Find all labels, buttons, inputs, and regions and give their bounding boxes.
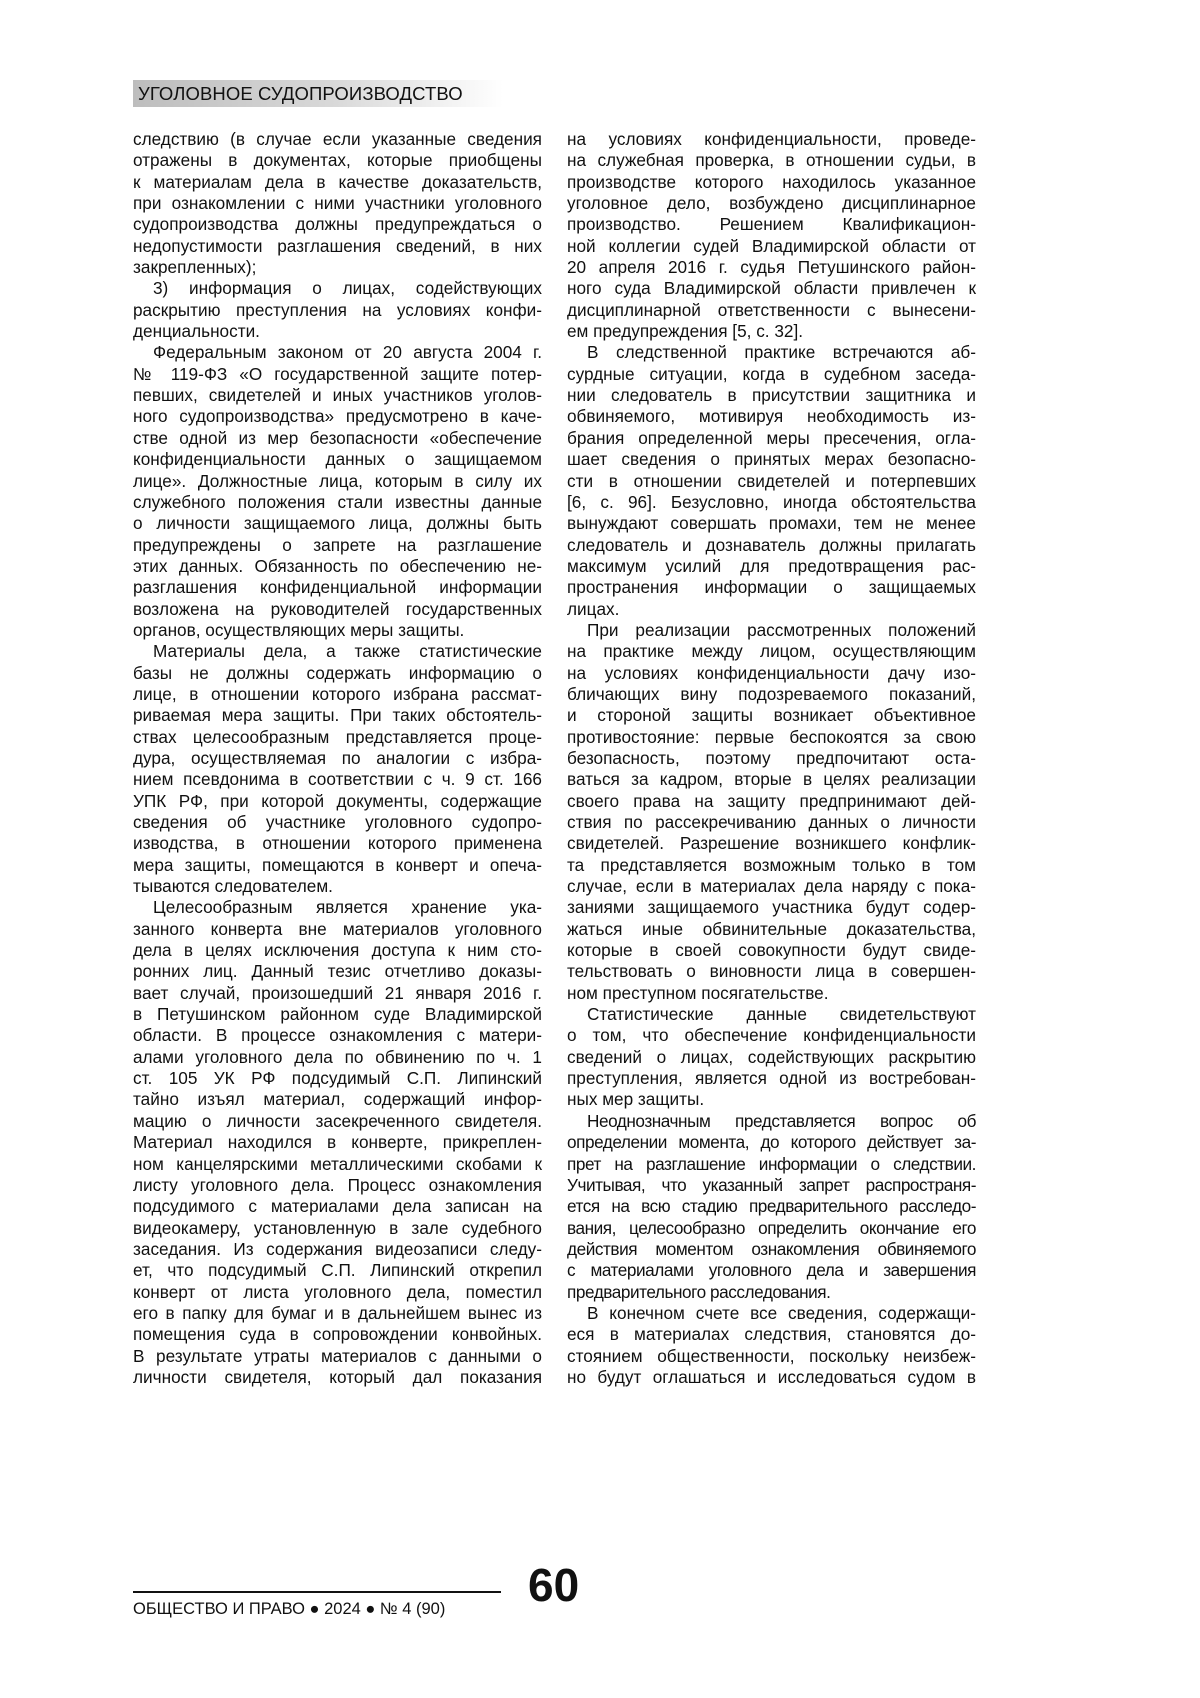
text-line: в Петушинском районном суде Владимирской xyxy=(133,1004,542,1025)
paragraph xyxy=(133,897,542,1388)
footer-divider xyxy=(133,1591,501,1593)
text-line: нии следователь в присутствии защитника и xyxy=(567,385,976,406)
text-line: ваться за кадром, вторые в целях реализации xyxy=(567,769,976,790)
text-line: обвиняемого, мотивируя необходимость из- xyxy=(567,406,976,427)
text-line: сти в отношении свидетелей и потерпевших xyxy=(567,471,976,492)
text-line: заседания. Из содержания видеозаписи следу- xyxy=(133,1239,542,1260)
text-line: мера защиты, помещаются в конверт и опеча- xyxy=(133,855,542,876)
text-line: дура, осуществляемая по аналогии с избра- xyxy=(133,748,542,769)
section-header xyxy=(133,80,503,107)
text-line: листу уголовного дела. Процесс ознакомления xyxy=(133,1175,542,1196)
text-line: [6, с. 96]. Безусловно, иногда обстоятельства xyxy=(567,492,976,513)
text-line: ронних лиц. Данный тезис отчетливо доказы- xyxy=(133,961,542,982)
text-line: свидетелей. Разрешение возникшего конфлик- xyxy=(567,833,976,854)
page-number: 60 xyxy=(528,1558,579,1612)
text-line: ст. 105 УК РФ подсудимый С.П. Липинский xyxy=(133,1068,542,1089)
right-column xyxy=(567,129,976,1388)
paragraph xyxy=(567,620,976,1004)
text-line: базы не должны содержать информацию о xyxy=(133,663,542,684)
text-line: отражены в документах, которые приобщены xyxy=(133,150,542,171)
text-line: занного конверта вне материалов уголовного xyxy=(133,919,542,940)
text-line: к материалам дела в качестве доказательств, xyxy=(133,172,542,193)
paragraph xyxy=(567,342,976,619)
text-line: стоянием общественности, поскольку неизбеж- xyxy=(567,1346,976,1367)
text-line: служебного положения стали известны данные xyxy=(133,492,542,513)
text-line: на условиях конфиденциальности, проведе- xyxy=(567,129,976,150)
paragraph xyxy=(567,1303,976,1388)
text-line: возложена на руководителей государственных xyxy=(133,599,542,620)
text-line: вынуждают совершать промахи, тем не менее xyxy=(567,513,976,534)
text-line: ных мер защиты. xyxy=(567,1089,976,1110)
text-line: стве одной из мер безопасности «обеспечение xyxy=(133,428,542,449)
text-line: случае, если в материалах дела наряду с пока- xyxy=(567,876,976,897)
text-line: тельствовать о виновности лица в совершен- xyxy=(567,961,976,982)
text-line: производство. Решением Квалификацион- xyxy=(567,214,976,235)
paragraph xyxy=(133,278,542,342)
text-line: ствах целесообразным представляется проце- xyxy=(133,727,542,748)
text-line: недопустимости разглашения сведений, в них xyxy=(133,236,542,257)
text-line: преступления, является одной из востребован- xyxy=(567,1068,976,1089)
text-line: этих данных. Обязанность по обеспечению не- xyxy=(133,556,542,577)
text-line: ет, что подсудимый С.П. Липинский открепил xyxy=(133,1260,542,1281)
text-line: лице». Должностные лица, которым в силу их xyxy=(133,471,542,492)
text-line: разглашения конфиденциальной информации xyxy=(133,577,542,598)
text-line: нием псевдонима в соответствии с ч. 9 ст. 166 xyxy=(133,769,542,790)
text-line: помещения суда в сопровождении конвойных. xyxy=(133,1324,542,1345)
text-line: при ознакомлении с ними участники уголовного xyxy=(133,193,542,214)
text-line: сведений о лицах, содействующих раскрытию xyxy=(567,1047,976,1068)
text-line: противостояние: первые беспокоятся за свою xyxy=(567,727,976,748)
text-line: еся в материалах следствия, становятся до- xyxy=(567,1324,976,1345)
text-line: денциальности. xyxy=(133,321,542,342)
text-line: тайно изъял материал, содержащий инфор- xyxy=(133,1089,542,1110)
journal-info: ОБЩЕСТВО И ПРАВО ● 2024 ● № 4 (90) xyxy=(133,1600,445,1619)
section-title: УГОЛОВНОЕ СУДОПРОИЗВОДСТВО xyxy=(138,83,463,105)
text-line: предварительного расследования. xyxy=(567,1282,976,1303)
text-line: певших, свидетелей и иных участников уголов- xyxy=(133,385,542,406)
text-line: В результате утраты материалов с данными о xyxy=(133,1346,542,1367)
text-line: определении момента, до которого действует за- xyxy=(567,1132,976,1153)
text-line: При реализации рассмотренных положений xyxy=(567,620,976,641)
text-line: № 119-ФЗ «О государственной защите потер- xyxy=(133,364,542,385)
text-line: действия моментом ознакомления обвиняемого xyxy=(567,1239,976,1260)
text-line: 20 апреля 2016 г. судья Петушинского район- xyxy=(567,257,976,278)
text-line: Целесообразным является хранение ука- xyxy=(133,897,542,918)
text-line: ной коллегии судей Владимирской области от xyxy=(567,236,976,257)
text-line: прет на разглашение информации о следствии. xyxy=(567,1154,976,1175)
text-line: ном преступном посягательстве. xyxy=(567,983,976,1004)
text-line: пространения информации о защищаемых xyxy=(567,577,976,598)
text-line: В следственной практике встречаются аб- xyxy=(567,342,976,363)
text-line: подсудимого с материалами дела записан на xyxy=(133,1196,542,1217)
text-line: конверт от листа уголовного дела, поместил xyxy=(133,1282,542,1303)
text-line: своего права на защиту предпринимают дей- xyxy=(567,791,976,812)
text-line: алами уголовного дела по обвинению по ч. 1 xyxy=(133,1047,542,1068)
text-line: органов, осуществляющих меры защиты. xyxy=(133,620,542,641)
text-line: ного суда Владимирской области привлечен к xyxy=(567,278,976,299)
text-line: вает случай, произошедший 21 января 2016 г. xyxy=(133,983,542,1004)
text-line: его в папку для бумаг и в дальнейшем вынес из xyxy=(133,1303,542,1324)
paragraph xyxy=(567,1004,976,1111)
text-line: дисциплинарной ответственности с вынесени- xyxy=(567,300,976,321)
text-line: Материал находился в конверте, прикреплен- xyxy=(133,1132,542,1153)
text-line: ствия по рассекречиванию данных о личности xyxy=(567,812,976,833)
text-line: брания определенной меры пресечения, огла- xyxy=(567,428,976,449)
paragraph xyxy=(133,641,542,897)
text-line: Неоднозначным представляется вопрос об xyxy=(567,1111,976,1132)
text-line: судопроизводства должны предупреждаться о xyxy=(133,214,542,235)
text-line: о том, что обеспечение конфиденциальности xyxy=(567,1025,976,1046)
text-line: производстве которого находилось указанное xyxy=(567,172,976,193)
text-line: максимум усилий для предотвращения рас- xyxy=(567,556,976,577)
text-line: В конечном счете все сведения, содержащи- xyxy=(567,1303,976,1324)
text-line: та представляется возможным только в том xyxy=(567,855,976,876)
text-line: области. В процессе ознакомления с матери- xyxy=(133,1025,542,1046)
text-line: но будут оглашаться и исследоваться судом в xyxy=(567,1367,976,1388)
text-line: уголовное дело, возбуждено дисциплинарное xyxy=(567,193,976,214)
text-line: 3) информация о лицах, содействующих xyxy=(133,278,542,299)
text-line: личности свидетеля, который дал показания xyxy=(133,1367,542,1388)
text-line: мацию о личности засекреченного свидетеля. xyxy=(133,1111,542,1132)
text-line: Статистические данные свидетельствуют xyxy=(567,1004,976,1025)
text-line: о личности защищаемого лица, должны быть xyxy=(133,513,542,534)
text-line: следователь и дознаватель должны прилагать xyxy=(567,535,976,556)
text-line: и стороной защиты возникает объективное xyxy=(567,705,976,726)
text-line: бличающих вину подозреваемого показаний, xyxy=(567,684,976,705)
text-line: видеокамеру, установленную в зале судебного xyxy=(133,1218,542,1239)
text-line: дела в целях исключения доступа к ним сто- xyxy=(133,940,542,961)
text-line: на практике между лицом, осуществляющим xyxy=(567,641,976,662)
text-line: Федеральным законом от 20 августа 2004 г. xyxy=(133,342,542,363)
text-line: тываются следователем. xyxy=(133,876,542,897)
text-line: изводства, в отношении которого применена xyxy=(133,833,542,854)
text-line: закрепленных); xyxy=(133,257,542,278)
text-line: ного судопроизводства» предусмотрено в каче- xyxy=(133,406,542,427)
text-line: заниями защищаемого участника будут содер- xyxy=(567,897,976,918)
text-line: на служебная проверка, в отношении судьи, в xyxy=(567,150,976,171)
text-line: на условиях конфиденциальности дачу изо- xyxy=(567,663,976,684)
text-line: лице, в отношении которого избрана рассмат- xyxy=(133,684,542,705)
paragraph xyxy=(567,129,976,342)
text-line: предупреждены о запрете на разглашение xyxy=(133,535,542,556)
text-line: шает сведения о принятых мерах безопасно- xyxy=(567,449,976,470)
text-line: вания, целесообразно определить окончание его xyxy=(567,1218,976,1239)
text-line: ном канцелярскими металлическими скобами к xyxy=(133,1154,542,1175)
text-line: сурдные ситуации, когда в судебном заседа- xyxy=(567,364,976,385)
text-line: УПК РФ, при которой документы, содержащие xyxy=(133,791,542,812)
text-line: ется на всю стадию предварительного расследо- xyxy=(567,1196,976,1217)
text-line: лицах. xyxy=(567,599,976,620)
text-line: с материалами уголовного дела и завершения xyxy=(567,1260,976,1281)
text-line: сведения об участнике уголовного судопро- xyxy=(133,812,542,833)
text-line: безопасность, поэтому предпочитают оста- xyxy=(567,748,976,769)
text-line: раскрытию преступления на условиях конфи- xyxy=(133,300,542,321)
text-line: которые в своей совокупности будут свиде- xyxy=(567,940,976,961)
paragraph xyxy=(567,1111,976,1303)
text-line: жаться иные обвинительные доказательства, xyxy=(567,919,976,940)
text-line: следствию (в случае если указанные сведения xyxy=(133,129,542,150)
paragraph xyxy=(133,129,542,278)
paragraph xyxy=(133,342,542,641)
text-line: риваемая мера защиты. При таких обстоятель- xyxy=(133,705,542,726)
left-column xyxy=(133,129,542,1388)
text-line: Материалы дела, а также статистические xyxy=(133,641,542,662)
text-line: Учитывая, что указанный запрет распространя- xyxy=(567,1175,976,1196)
text-line: конфиденциальности данных о защищаемом xyxy=(133,449,542,470)
text-line: ем предупреждения [5, с. 32]. xyxy=(567,321,976,342)
